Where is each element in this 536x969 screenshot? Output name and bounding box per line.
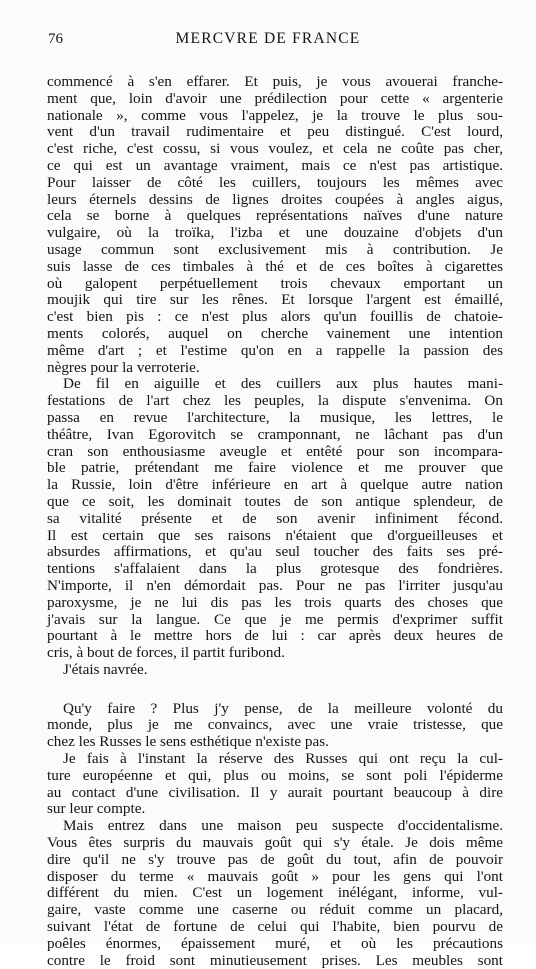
text-line: cela se borne à quelques représentations naïves d'une nature [47,207,503,225]
text-line: contre le froid sont minutieusement prises. Les meubles sont [47,951,503,969]
text-line: ments colorés, auquel on cherche vainement une intention [47,324,503,342]
paragraph-first-line: J'étais navrée. [63,660,148,678]
text-line: ce qui est un avantage vraiment, mais ce n'est pas artistique. [47,156,503,174]
page-number: 76 [48,31,63,47]
text-line: festations de l'art chez les peuples, la dispute s'envenima. On [47,392,503,410]
paragraph-first-line: Mais entrez dans une maison peu suspecte d'occidentalisme. [63,817,503,835]
text-line: sa vitalité présente et de son avenir infiniment fécond. [47,509,503,527]
text-line: poêles énormes, épaissement muré, et où les précautions [47,934,503,952]
body-text [47,74,503,969]
text-line: théâtre, Ivan Egorovitch se cramponnant, ne lâchant pas d'un [47,425,503,443]
text-line: j'avais sur la langue. Ce que je me permis d'exprimer suffit [47,610,503,628]
text-line: tentions s'affalaient dans la plus grotesque des fondrières. [47,560,503,578]
running-head: MERCVRE DE FRANCE [175,30,361,47]
text-line: dire qu'il ne s'y trouve pas de goût du tout, afin de pouvoir [47,850,503,868]
text-line: que ce soit, les dominait toutes de son antique splendeur, de [47,492,503,510]
text-line: N'importe, il n'en démordait pas. Pour ne pas l'irriter jusqu'au [47,576,503,594]
text-line: suis lasse de ces timbales à thé et de ces boîtes à cigarettes [47,257,503,275]
paragraph-first-line: Qu'y faire ? Plus j'y pense, de la meilleure volonté du [63,699,503,717]
text-line: c'est bien pis : ce n'est plus alors qu'un fouillis de chatoie- [47,308,503,326]
text-line: Vous êtes surpris du mauvais goût qui s'y étale. Je dois même [47,834,503,852]
section-gap [47,679,503,701]
text-line: disposer du terme « mauvais goût » pour les gens qui l'ont [47,867,503,885]
text-line: ble patrie, prétendant me faire violence et me prouver que [47,459,503,477]
text-line: gaire, vaste comme une caserne ou réduit comme un placard, [47,901,503,919]
text-line: leurs éternels dessins de lignes droites coupées à angles aigus, [47,190,503,208]
text-line: cris, à bout de forces, il partit furibond. [47,644,285,662]
text-line: au contact d'une civilisation. Il y aurait pourtant beaucoup à dire [47,783,503,801]
paragraph-first-line: De fil en aiguille et des cuillers aux plus hautes mani- [63,375,503,393]
text-line: commencé à s'en effarer. Et puis, je vous avouerai franche- [47,73,503,90]
text-line: Il est certain que ses raisons n'étaient que d'orgueilleuses et [47,526,503,544]
text-line: passa en revue l'architecture, la musique, les lettres, le [47,408,503,426]
text-line: c'est riche, c'est cossu, si vous voulez, et cela ne coûte pas cher, [47,140,503,158]
text-line: Pour laisser de côté les cuillers, toujours les mêmes avec [47,173,503,191]
text-line: moujik qui tire sur les rênes. Et lorsque l'argent est émaillé, [47,291,503,309]
text-line: paroxysme, je ne lui dis pas les trois quarts des choses que [47,593,503,611]
text-line: ment que, loin d'avoir une prédilection pour cette « argenterie [47,89,503,107]
text-line: vent d'un travail rudimentaire et peu distingué. C'est lourd, [47,123,503,141]
text-line: ture européenne et qui, plus ou moins, se sont poli l'épiderme [47,766,503,784]
text-line: la Russie, loin d'être inférieure en art à quelque autre nation [47,476,503,494]
text-line: cran son enthousiasme aveugle et entêté pour son incompara- [47,442,503,460]
text-line: même d'art ; et l'estime qu'on en a rappelle la passion des [47,341,503,359]
text-line: suivant l'état de fortune de celui qui l'habite, bien pourvu de [47,918,503,936]
text-line: usage commun sont exclusivement mis à contribution. Je [47,240,503,258]
text-line: sur leur compte. [47,800,146,818]
text-line: pourtant à le mettre hors de lui : car après deux heures de [47,627,503,645]
page-header [0,28,536,54]
text-line: où galopent perpétuellement trois chevaux emportant un [47,274,503,292]
text-line: différent du mien. C'est un logement inélégant, informe, vul- [47,884,503,902]
paragraph-first-line: Je fais à l'instant la réserve des Russes qui ont reçu la cul- [63,750,503,768]
text-line: vulgaire, où la troïka, l'izba et une douzaine d'objets d'un [47,224,503,242]
text-line: chez les Russes le sens esthétique n'existe pas. [47,733,329,751]
text-line: nègres pour la verroterie. [47,358,200,376]
text-line: absurdes affirmations, et qu'au seul toucher des faits ses pré- [47,543,503,561]
text-line: monde, plus je me convaincs, avec une vraie tristesse, que [47,716,503,734]
text-line: nationale », comme vous l'appelez, je la trouve le plus sou- [47,106,503,124]
